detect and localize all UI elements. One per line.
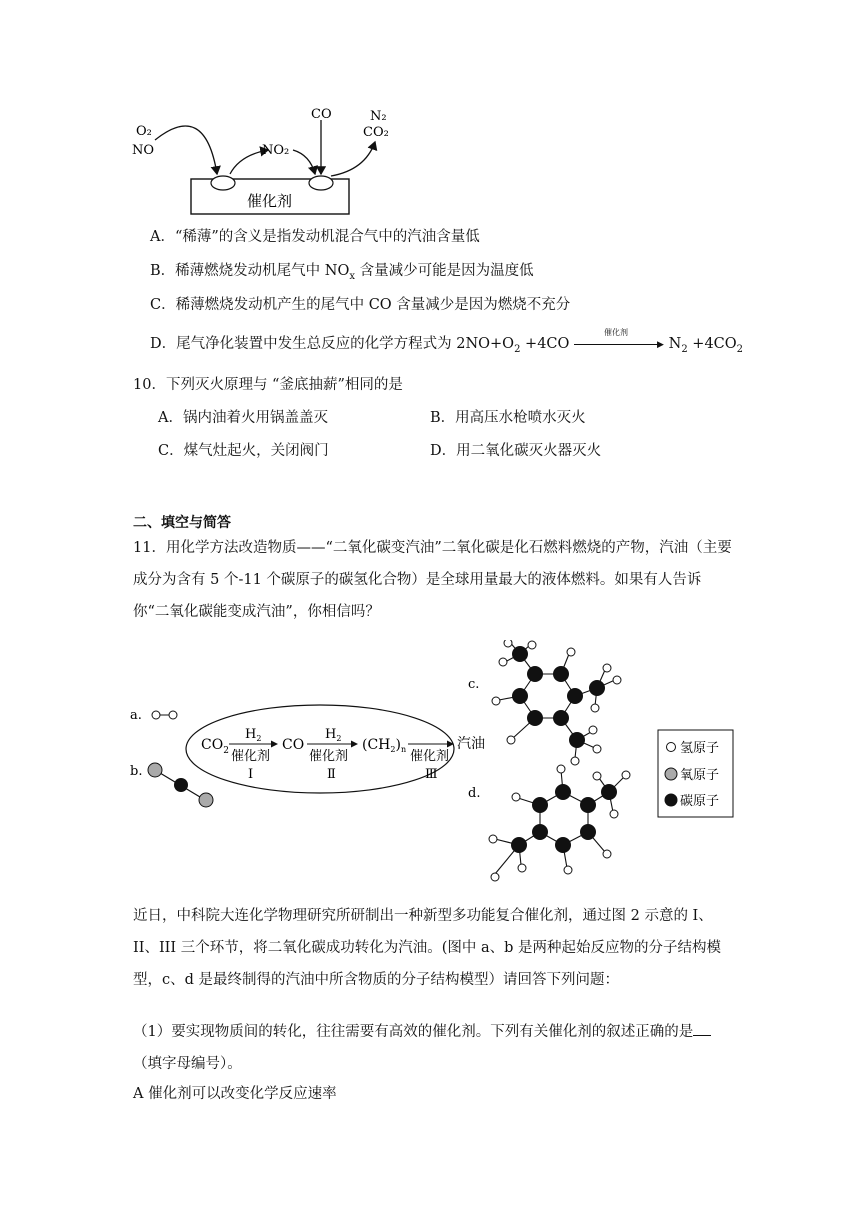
q9-option-d-sub2: 2 [681,343,688,355]
o2-label: O₂ [136,124,152,139]
q9-option-d-sub3: 2 [736,343,744,355]
q11-option-a: A 催化剂可以改变化学反应速率 [133,1086,337,1102]
h2-1: $H_2$ [245,727,262,743]
hydrogen-icon [667,743,676,752]
q9-option-d-mid: +4CO [520,336,570,352]
legend-h: 氢原子 [680,741,720,756]
co-label: CO [311,107,332,122]
oxygen-icon [665,768,677,780]
cat-2: 催化剂 [309,749,349,764]
q11-sub1-prefix: （1）要实现物质间的转化，往往需要有高效的催化剂。下列有关催化剂的叙述正确的是 [133,1024,694,1040]
h2-2: $H_2$ [325,727,342,743]
answer-blank[interactable] [693,1021,711,1036]
co2-label: CO₂ [363,125,389,140]
co2-to-gasoline-diagram [125,640,735,890]
q9-option-d-prefix: D．尾气净化装置中发生总反应的化学方程式为 2NO+O [150,336,515,352]
q11-body: 近日，中科院大连化学物理研究所研制出一种新型多功能复合催化剂，通过图 2 示意的 I、II、III 三个环节，将二氧化碳成功转化为汽油。(图中 a、b 是两种起始反应物的分子结构模型，c、d 是最终制得的汽油中所含物质的分子结构模型）请回答下列问题： [133,908,722,988]
q11-sub1-suffix: （填字母编号）。 [133,1056,242,1072]
legend-c: 碳原子 [680,794,720,809]
arrow-head-icon: ▶ [657,340,664,350]
q10-option-d: D．用二氧化碳灭火器灭火 [430,443,602,459]
q11-sub1 [133,1016,733,1080]
catalyst-diagram [125,100,405,220]
no-label: NO [132,143,155,158]
reaction-arrow [574,328,664,351]
q9-option-b [150,259,534,282]
ch2n: $(CH_2)_n$ [362,737,407,754]
q9-option-b-sub: x [349,270,355,282]
label-d: d. [468,786,481,801]
legend-o: 氧原子 [680,768,720,783]
q10-stem: 10．下列灭火原理与 “釜底抽薪”相同的是 [133,377,403,393]
q9-option-d-plus: +4CO [687,336,737,352]
q9-option-d-sub1: 2 [514,343,521,355]
q9-option-d-n2: N [668,336,682,352]
q10-option-b: B．用高压水枪喷水灭火 [430,410,586,426]
label-a: a. [130,708,142,723]
q9-option-d [150,328,744,355]
q9-option-a: A．“稀薄”的含义是指发动机混合气中的汽油含量低 [150,229,480,245]
step-3: Ⅲ [425,767,438,782]
gasoline: 汽油 [457,736,485,752]
label-c: c. [468,677,480,692]
co-mid: CO [282,737,305,753]
molecule-d-atoms [489,765,630,881]
n2-label: N₂ [370,109,387,124]
reaction-arrow-label: 催化剂 [604,328,629,337]
cat-1: 催化剂 [231,749,271,764]
q9-option-b-suffix: 含量减少可能是因为温度低 [354,263,534,279]
step-1: Ⅰ [248,767,254,782]
arrow-line [574,344,660,345]
step-2: Ⅱ [327,767,336,782]
catalyst-label: 催化剂 [247,192,293,210]
carbon-icon [665,794,678,807]
q11-intro: 11．用化学方法改造物质——“二氧化碳变汽油”二氧化碳是化石燃料燃烧的产物，汽油（主要成分为含有 5 个-11 个碳原子的碳氢化合物）是全球用量最大的液体燃料。如果有人告诉你“二氧化碳能变成汽油”，你相信吗？ [133,540,732,620]
section-heading: 二、填空与简答 [133,515,231,531]
no2-label: NO₂ [262,143,290,158]
co2-start: $CO_2$ [201,737,229,756]
q9-option-b-prefix: B．稀薄燃烧发动机尾气中 NO [150,263,350,279]
q10-option-a: A．锅内油着火用锅盖盖灭 [158,410,328,426]
q10-option-c: C．煤气灶起火，关闭阀门 [158,443,329,459]
label-b: b. [130,764,143,779]
cat-3: 催化剂 [410,749,450,764]
q9-option-c: C．稀薄燃烧发动机产生的尾气中 CO 含量减少是因为燃烧不充分 [150,297,571,313]
